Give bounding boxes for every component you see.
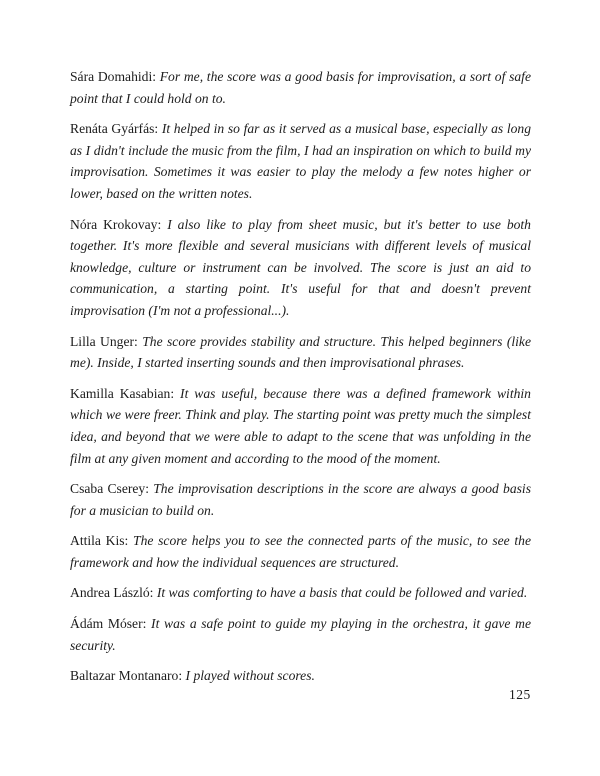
quote-text: I also like to play from sheet music, but it's better to use both together. It's more flexible and several musicians with different levels of musical knowledge, culture or instrument can be involved. The score is just an aid to communication, a starting point. It's useful for that and doesn't prevent improvisation (I'm not a professional...). — [70, 216, 531, 318]
speaker-name: Nóra Krokovay: — [70, 216, 162, 232]
speaker-name: Andrea László: — [70, 585, 154, 601]
speaker-name: Sára Domahidi: — [70, 69, 157, 84]
speaker-name: Baltazar Montanaro: — [70, 668, 183, 684]
quote-paragraph — [70, 331, 531, 374]
speaker-name: Csaba Cserey: — [70, 481, 149, 497]
text-block — [70, 66, 531, 696]
quote-text: The improvisation descriptions in the score are always a good basis for a musician to build on. — [70, 481, 531, 518]
quote-paragraph — [70, 383, 531, 469]
speaker-name: Ádám Móser: — [70, 616, 147, 632]
quote-text: It was a safe point to guide my playing in the orchestra, it gave me security. — [70, 616, 531, 653]
speaker-name: Kamilla Kasabian: — [70, 385, 175, 401]
quote-paragraph — [70, 66, 531, 109]
quote-paragraph — [70, 478, 531, 521]
quote-text: It was comforting to have a basis that could be followed and varied. — [156, 585, 528, 601]
speaker-name: Attila Kis: — [70, 533, 129, 549]
quote-text: It helped in so far as it served as a musical base, especially as long as I didn't include the music from the film, I had an inspiration on which to build my improvisation. Sometimes it was easier to play the melody a few notes higher or lower, based on the written notes. — [70, 121, 531, 201]
quote-text: I played without scores. — [185, 668, 315, 684]
quote-text: The score helps you to see the connected parts of the music, to see the framework and how the individual sequences are structured. — [70, 533, 531, 570]
speaker-name: Renáta Gyárfás: — [70, 121, 159, 137]
quote-paragraph — [70, 582, 531, 604]
quote-paragraph — [70, 214, 531, 322]
page-number: 125 — [509, 687, 531, 702]
quote-paragraph — [70, 665, 531, 687]
quote-text: The score provides stability and structure. This helped beginners (like me). Inside, I started inserting sounds and then improvisational phrases. — [70, 333, 531, 371]
quote-text: It was useful, because there was a defined framework within which we were freer. Think and play. The starting point was pretty much the simplest idea, and beyond that we were able to adapt to the scene that was unfolding in the film at any given moment and according to the mood of the moment. — [70, 385, 531, 466]
quote-text: For me, the score was a good basis for improvisation, a sort of safe point that I could hold on to. — [70, 69, 531, 106]
speaker-name: Lilla Unger: — [70, 333, 138, 349]
quote-paragraph — [70, 613, 531, 656]
quote-paragraph — [70, 530, 531, 573]
quote-paragraph — [70, 118, 531, 204]
